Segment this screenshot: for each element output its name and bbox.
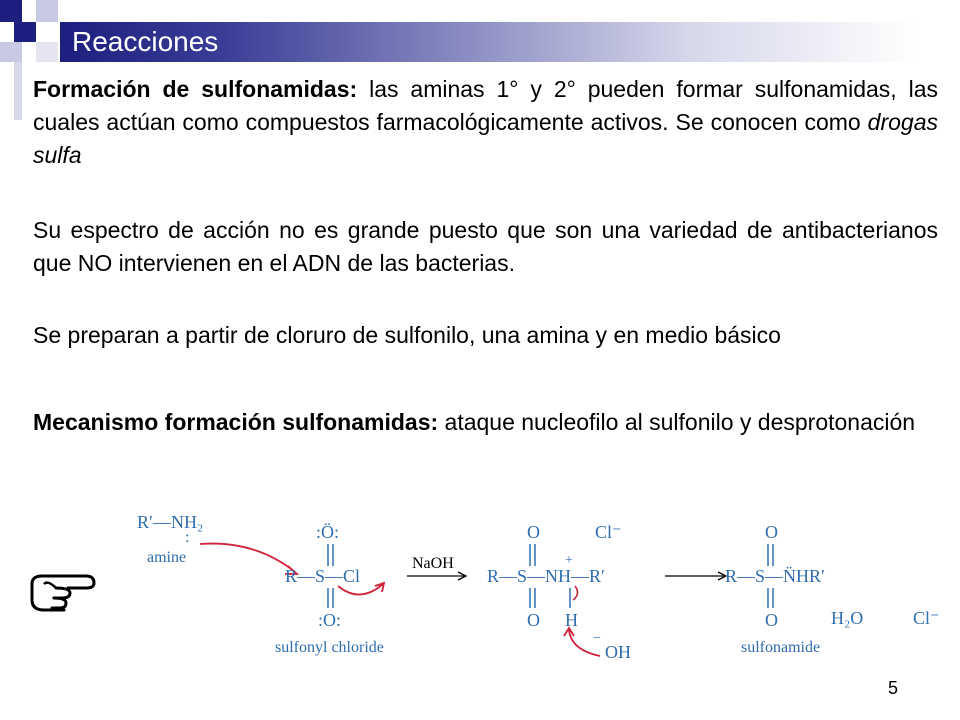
amine-label: amine xyxy=(147,549,187,566)
paragraph-4-text: ataque nucleofilo al sulfonilo y desprotonación xyxy=(438,409,916,435)
chloride-product: Cl⁻ xyxy=(913,608,940,628)
water-product: H₂O xyxy=(831,608,864,628)
paragraph-sulfonamides xyxy=(33,73,938,172)
svg-text:R—S—Cl: R—S—Cl xyxy=(285,566,361,586)
paragraph-1-italic: drogas sulfa xyxy=(33,109,938,168)
paragraph-mechanism xyxy=(33,406,923,439)
paragraph-4-heading: Mecanismo formación sulfonamidas: xyxy=(33,409,439,435)
hydroxide-ion: OH xyxy=(605,642,631,662)
paragraph-preparation: Se preparan a partir de cloruro de sulfonilo, una amina y en medio básico xyxy=(33,322,781,348)
title-decoration-square-1 xyxy=(0,0,22,22)
sulfonyl-chloride-label: sulfonyl chloride xyxy=(275,639,384,656)
intermediate xyxy=(487,522,605,630)
hydroxide-charge: − xyxy=(593,631,601,646)
title-decoration-square-2 xyxy=(14,22,36,42)
amine-lone-pair: : xyxy=(185,529,190,546)
pointing-hand-icon xyxy=(28,566,108,616)
svg-text:H: H xyxy=(565,610,578,630)
reagent-label: NaOH xyxy=(412,555,454,572)
sulfonyl-chloride xyxy=(285,522,360,630)
slide-title: Reacciones xyxy=(72,26,219,57)
attack-arrow xyxy=(200,544,295,572)
paragraph-1-heading: Formación de sulfonamidas: xyxy=(33,76,358,102)
sulfonamide-product xyxy=(725,522,825,630)
svg-text:O: O xyxy=(527,610,540,630)
paragraph-1-text: las aminas 1° y 2° pueden formar sulfonamidas, las cuales actúan como compuestos farmacológicamente activos. Se conocen como xyxy=(33,76,938,135)
title-decoration-square-3 xyxy=(36,0,58,22)
title-decoration-square-4 xyxy=(0,42,22,62)
paragraph-spectrum: Su espectro de acción no es grande puesto que son una variedad de antibacterianos que NO intervienen en el ADN de las bacterias. xyxy=(33,217,938,276)
svg-text:O: O xyxy=(527,522,540,542)
chloride-ion: Cl⁻ xyxy=(595,522,622,542)
svg-text::O:: :O: xyxy=(318,610,342,630)
reaction-scheme xyxy=(125,500,955,670)
title-decoration-vertical-bar xyxy=(14,62,22,120)
svg-text:R—S—NH—R′: R—S—NH—R′ xyxy=(487,566,605,586)
svg-text:+: + xyxy=(565,553,573,568)
page-number: 5 xyxy=(888,678,899,698)
svg-text:O: O xyxy=(765,522,778,542)
amine-formula: R′—NH₂ xyxy=(137,512,204,532)
svg-text:R—S—N̈HR′: R—S—N̈HR′ xyxy=(725,566,825,586)
svg-text:O: O xyxy=(765,610,778,630)
product-label: sulfonamide xyxy=(741,639,821,656)
svg-text::Ö:: :Ö: xyxy=(316,522,340,542)
title-decoration-square-5 xyxy=(36,42,58,62)
